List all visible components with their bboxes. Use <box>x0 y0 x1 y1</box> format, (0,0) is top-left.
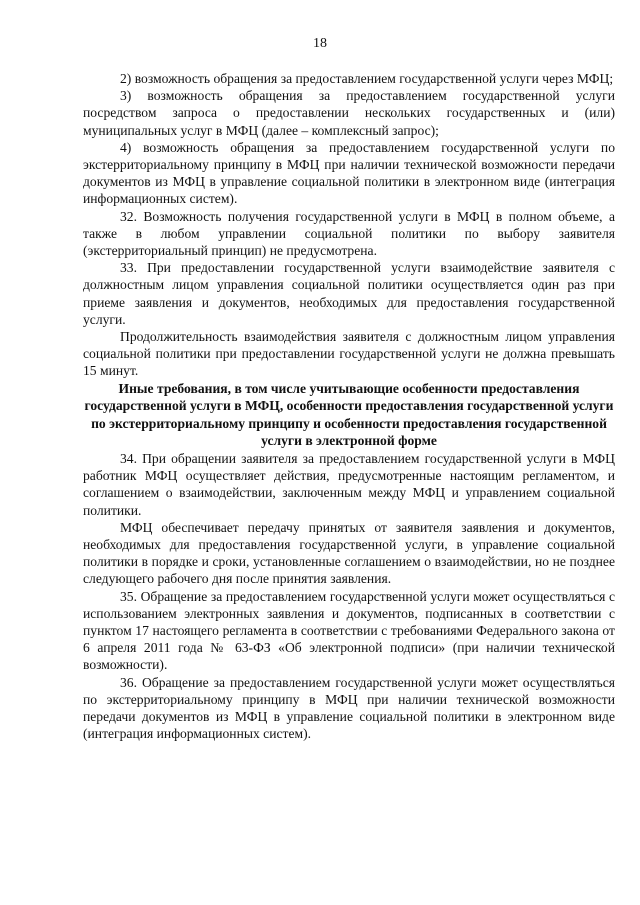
section-heading: Иные требования, в том числе учитывающие особенности предоставления государственной услуги в МФЦ, особенности предоставления государственной услуги по экстерриториальному принципу и особенности предоставления государственной услуги в электронной форме <box>84 380 614 449</box>
paragraph: 34. При обращении заявителя за предоставлением государственной услуги в МФЦ работник МФЦ осуществляет действия, предусмотренные настоящим регламентом, и соглашением о взаимодействии, заключенным между МФЦ и управлением социальной политики. <box>83 451 615 518</box>
paragraph: 33. При предоставлении государственной услуги взаимодействие заявителя с должностным лицом управления социальной политики осуществляется один раз при приеме заявления и документов, необходимых для предоставления государственной услуги. <box>83 260 615 327</box>
paragraph: 36. Обращение за предоставлением государственной услуги может осуществляться по экстерриториальному принципу в МФЦ при наличии технической возможности передачи документов из МФЦ в управление социальной политики в электронном виде (интеграция информационных систем). <box>83 674 615 742</box>
paragraph: Продолжительность взаимодействия заявителя с должностным лицом управления социальной политики при предоставлении государственной услуги не должна превышать 15 минут. <box>83 329 615 379</box>
page-number: 18 <box>313 36 327 51</box>
paragraph: 35. Обращение за предоставлением государственной услуги может осуществляться с использованием электронных заявления и документов, подписанных в соответствии с пунктом 17 настоящего регламента в соответствии с требованиями Федерального закона от 6 апреля 2011 года № 63-ФЗ «Об электронной подписи» (при наличии технической возможности). <box>83 588 615 673</box>
paragraph: 32. Возможность получения государственной услуги в МФЦ в полном объеме, а также в любом управлении социальной политики по выбору заявителя (экстерриториальный принцип) не предусмотрена. <box>83 208 615 259</box>
paragraph: 3) возможность обращения за предоставлением государственной услуги посредством запроса о предоставлении нескольких государственных и (или) муниципальных услуг в МФЦ (далее – комплексный запрос); <box>83 88 615 138</box>
paragraph: 4) возможность обращения за предоставлением государственной услуги по экстерриториальному принципу в МФЦ при наличии технической возможности передачи документов из МФЦ в управление социальной политики в электронном виде (интеграция информационных систем). <box>83 139 615 207</box>
paragraph: 2) возможность обращения за предоставлением государственной услуги через МФЦ; <box>120 71 614 86</box>
document-body <box>83 70 615 742</box>
paragraph: МФЦ обеспечивает передачу принятых от заявителя заявления и документов, необходимых для предоставления государственной услуги, в управление социальной политики в порядке и сроки, установленные соглашением о взаимодействии, но не позднее следующего рабочего дня после принятия заявления. <box>83 519 615 587</box>
